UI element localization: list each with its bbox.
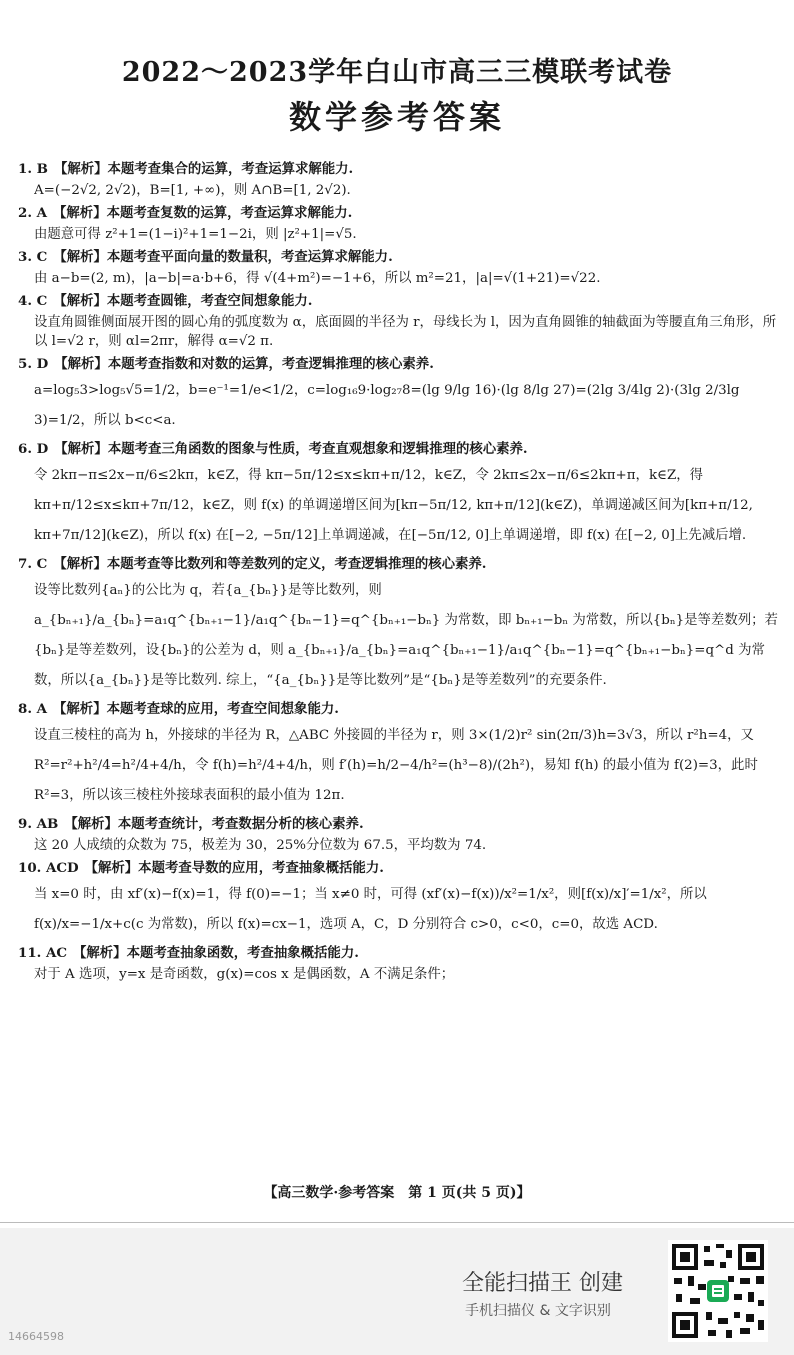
answer-number: 3. C xyxy=(18,249,48,265)
scanner-subtitle: 手机扫描仪 & 文字识别 xyxy=(465,1303,611,1319)
answer-number: 6. D xyxy=(18,441,49,457)
answer-item xyxy=(18,859,782,940)
analysis-tag: 【解析】本题考查等比数列和等差数列的定义，考查逻辑推理的核心素养. xyxy=(53,556,487,572)
footer-divider xyxy=(0,1222,794,1223)
solution-text: 设直三棱柱的高为 h，外接球的半径为 R，△ABC 外接圆的半径为 r，则 3×(1/2)r² sin(2π/3)h=3√3，所以 r²h=4，又 R²=r²+h²/4=h²/4+4/h，令 f(h)=h²/4+4/h，则 f′(h)=h/2−4/h²=(h³−8)/(2h²)，易知 f(h) 的最小值为 f(2)=3，此时 R²=3，所以该三棱柱外接球表面积的最小值为 12π. xyxy=(34,728,758,803)
answer-body xyxy=(18,160,782,988)
answer-number: 7. C xyxy=(18,556,48,572)
analysis-tag: 【解析】本题考查抽象函数，考查抽象概括能力. xyxy=(73,945,359,961)
analysis-tag: 【解析】本题考查复数的运算，考查运算求解能力. xyxy=(53,205,353,221)
answer-item xyxy=(18,204,782,244)
solution-text: 令 2kπ−π≤2x−π/6≤2kπ，k∈Z，得 kπ−5π/12≤x≤kπ+π/12，k∈Z，令 2kπ≤2x−π/6≤2kπ+π，k∈Z，得 kπ+π/12≤x≤kπ+7π/12，k∈Z，则 f(x) 的单调递增区间为[kπ−5π/12, kπ+π/12](k∈Z)，单调递减区间为[kπ+π/12, kπ+7π/12](k∈Z)，所以 f(x) 在[−2, −5π/12]上单调递减，在[−5π/12, 0]上单调递增，即 f(x) 在[−2, 0]上先减后增. xyxy=(34,468,753,543)
solution-text: A=(−2√2, 2√2)，B=[1, +∞)，则 A∩B=[1, 2√2). xyxy=(34,183,351,198)
analysis-tag: 【解析】本题考查三角函数的图象与性质，考查直观想象和逻辑推理的核心素养. xyxy=(54,441,528,457)
analysis-tag: 【解析】本题考查平面向量的数量积，考查运算求解能力. xyxy=(53,249,393,265)
solution-text: 当 x=0 时，由 xf′(x)−f(x)=1，得 f(0)=−1；当 x≠0 时，可得 (xf′(x)−f(x))/x²=1/x²，则[f(x)/x]′=1/x²，所以 f(x)/x=−1/x+c(c 为常数)，所以 f(x)=cx−1，选项 A，C，D 分别符合 c>0，c<0，c=0，故选 ACD. xyxy=(34,887,707,932)
answer-item xyxy=(18,355,782,436)
answer-number: 2. A xyxy=(18,205,48,221)
answer-number: 9. AB xyxy=(18,816,59,832)
answer-item xyxy=(18,555,782,696)
solution-text: 设等比数列{aₙ}的公比为 q，若{a_{bₙ}}是等比数列，则 a_{bₙ₊₁}/a_{bₙ}=a₁q^{bₙ₊₁−1}/a₁q^{bₙ−1}=q^{bₙ₊₁−bₙ} 为常数，即 bₙ₊₁−bₙ 为常数，所以{bₙ}是等差数列；若{bₙ}是等差数列，设{bₙ}的公差为 d，则 a_{bₙ₊₁}/a_{bₙ}=a₁q^{bₙ₊₁−1}/a₁q^{bₙ−1}=q^{bₙ₊₁−bₙ}=q^d 为常数，所以{a_{bₙ}}是等比数列. 综上，“{a_{bₙ}}是等比数列”是“{bₙ}是等差数列”的充要条件. xyxy=(34,583,778,688)
analysis-tag: 【解析】本题考查导数的应用，考查抽象概括能力. xyxy=(84,860,384,876)
exam-title: 2022～2023学年白山市高三三模联考试卷 xyxy=(121,57,673,88)
answer-number: 8. A xyxy=(18,701,48,717)
solution-text: a=log₅3>log₅√5=1/2，b=e⁻¹=1/e<1/2，c=log₁₆9·log₂₇8=(lg 9/lg 16)·(lg 8/lg 27)=(2lg 3/4lg 2)·(3lg 2/3lg 3)=1/2，所以 b<c<a. xyxy=(34,383,740,428)
answer-number: 4. C xyxy=(18,293,48,309)
answer-number: 11. AC xyxy=(18,945,68,961)
analysis-tag: 【解析】本题考查球的应用，考查空间想象能力. xyxy=(53,701,339,717)
qr-code-icon xyxy=(668,1240,768,1342)
answer-number: 5. D xyxy=(18,356,49,372)
page-footer: 【高三数学·参考答案 第 1 页(共 5 页)】 xyxy=(263,1185,531,1201)
answer-title: 数学参考答案 xyxy=(288,98,505,136)
answer-item xyxy=(18,700,782,811)
answer-item xyxy=(18,248,782,288)
analysis-tag: 【解析】本题考查圆锥，考查空间想象能力. xyxy=(53,293,313,309)
solution-text: 由 a−b=(2, m)，|a−b|=a·b+6，得 √(4+m²)=−1+6，所以 m²=21，|a|=√(1+21)=√22. xyxy=(34,271,601,286)
analysis-tag: 【解析】本题考查指数和对数的运算，考查逻辑推理的核心素养. xyxy=(54,356,434,372)
scan-watermark: 14664598 xyxy=(8,1330,64,1343)
scanner-brand: 全能扫描王 创建 xyxy=(462,1271,623,1296)
answer-number: 10. ACD xyxy=(18,860,79,876)
answer-item xyxy=(18,440,782,551)
answer-item xyxy=(18,160,782,200)
solution-text: 由题意可得 z²+1=(1−i)²+1=1−2i，则 |z²+1|=√5. xyxy=(34,227,357,242)
analysis-tag: 【解析】本题考查统计，考查数据分析的核心素养. xyxy=(64,816,364,832)
solution-text: 这 20 人成绩的众数为 75，极差为 30，25%分位数为 67.5，平均数为 74. xyxy=(34,838,487,853)
answer-item xyxy=(18,292,782,351)
answer-item xyxy=(18,944,782,984)
solution-text: 对于 A 选项，y=x 是奇函数，g(x)=cos x 是偶函数，A 不满足条件； xyxy=(34,967,455,982)
solution-text: 设直角圆锥侧面展开图的圆心角的弧度数为 α，底面圆的半径为 r，母线长为 l，因为直角圆锥的轴截面为等腰直角三角形，所以 l=√2 r，则 αl=2πr，解得 α=√2 π. xyxy=(34,315,777,349)
answer-item xyxy=(18,815,782,855)
analysis-tag: 【解析】本题考查集合的运算，考查运算求解能力. xyxy=(53,161,354,177)
answer-number: 1. B xyxy=(18,161,48,177)
